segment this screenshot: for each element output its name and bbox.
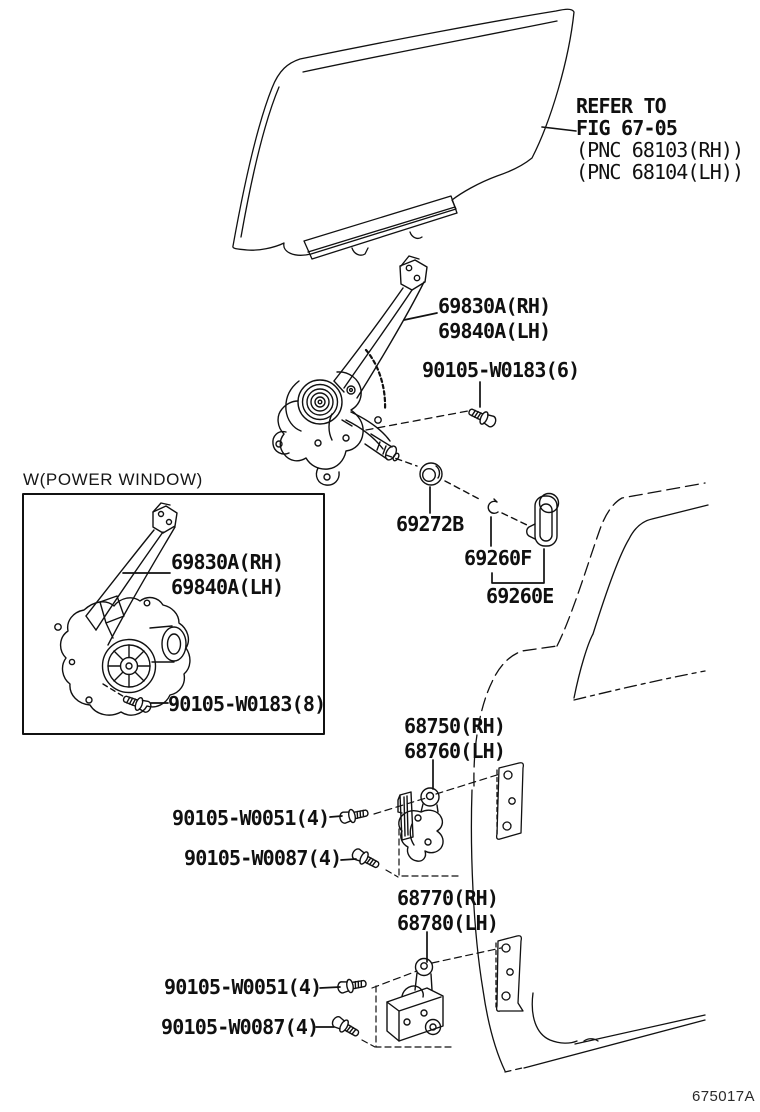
label-regulator-lh: 69840A(LH) [438, 319, 551, 343]
power-regulator-drawing [55, 503, 190, 715]
label-upper-hinge-bolt1: 90105-W0051(4) [172, 806, 330, 830]
label-grommet: 69272B [396, 512, 464, 536]
label-lower-hinge-bolt1: 90105-W0051(4) [164, 975, 322, 999]
label-upper-hinge-bolt2: 90105-W0087(4) [184, 846, 342, 870]
bolt-icon [467, 405, 498, 429]
label-lower-hinge-lh: 68780(LH) [397, 911, 499, 935]
label-upper-hinge-lh: 68760(LH) [404, 739, 506, 763]
refer-note-line4: (PNC 68104(LH)) [576, 160, 744, 184]
refer-note-leader [542, 127, 576, 131]
label-power-regulator-bolt: 90105-W0183(8) [168, 692, 326, 716]
bolt-icon [122, 692, 153, 714]
refer-note-line2: FIG 67-05 [576, 116, 678, 140]
label-regulator-bolt: 90105-W0183(6) [422, 358, 580, 382]
manual-regulator-drawing [273, 256, 427, 485]
label-lower-hinge-bolt2: 90105-W0087(4) [161, 1015, 319, 1039]
label-handle: 69260E [486, 584, 554, 608]
upper-hinge-drawing [374, 774, 500, 877]
crank-handle-drawing [527, 494, 559, 547]
label-power-regulator-lh: 69840A(LH) [171, 575, 284, 599]
door-glass-drawing [233, 9, 574, 259]
lower-hinge-plate-drawing [496, 936, 523, 1012]
bolt-icon [337, 977, 367, 995]
lower-hinge-drawing [362, 948, 501, 1047]
power-window-caption: W(POWER WINDOW) [23, 470, 203, 489]
label-power-regulator-rh: 69830A(RH) [171, 550, 284, 574]
door-body-drawing [471, 483, 708, 1072]
refer-note-line3: (PNC 68103(RH)) [576, 138, 744, 162]
upper-hinge-plate-drawing [497, 763, 524, 840]
label-snap-ring: 69260F [464, 546, 532, 570]
figure-code: 675017A [692, 1088, 755, 1105]
label-lower-hinge-rh: 68770(RH) [397, 886, 499, 910]
bolt-icon [339, 806, 370, 825]
label-regulator-rh: 69830A(RH) [438, 294, 551, 318]
snap-ring-drawing [488, 499, 498, 513]
label-upper-hinge-rh: 68750(RH) [404, 714, 506, 738]
refer-note-line1: REFER TO [576, 94, 666, 118]
